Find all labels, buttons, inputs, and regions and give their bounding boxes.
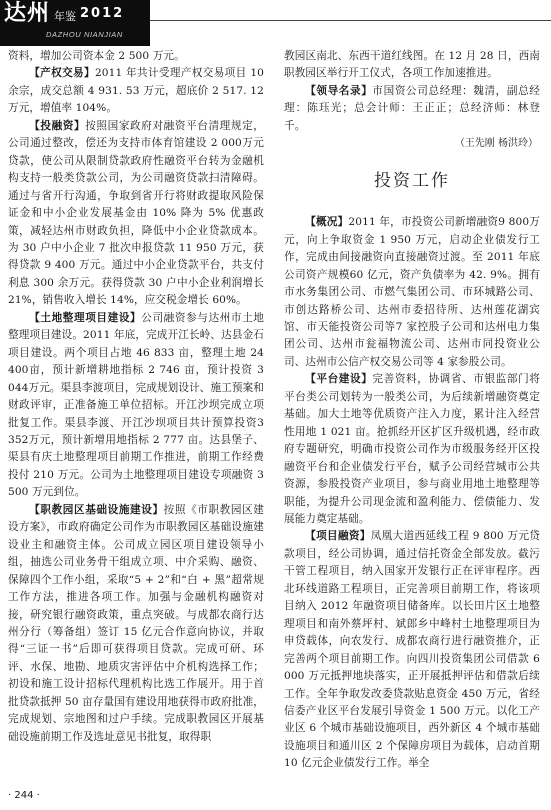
- paragraph-text: 教园区南北、东西干道红线图。在 12 月 28 日，西南职教园区举行开工仪式，各项工作加速推进。: [284, 50, 540, 80]
- yearbook-label: 年鉴: [54, 10, 76, 23]
- paragraph-text: 按照《市职教园区建设方案》，市政府确定公司作为市职教园区基础设施建设业主和融资主体。公司成立园区项目建设领导小组，抽选公司业务骨干组成立项、中介采购、融资、保障四个工作小组，采取“5 + 2”和“白 + 黑”超常规工作方法，推进各项工作。加强与金融机构融资对接，研究银行融资政策，重点突破。与成都农商行达州分行（筹备组）签订 15 亿元合作意向协议，并取得“三证一书”后即可获得项目贷款。完成可研、环评、水保、地勘、地质灾害评估中介机构选择工作；初设和施工设计招标代理机构比选工作展开。用于首批贷款抵押 50 亩存量国有建设用地获得市政府批准，完成规划、宗地图和过户手续。完成职教园区开展基础设施前期工作及选址意见书批复，取得职: [8, 503, 264, 743]
- paragraph: [8, 310, 264, 502]
- paragraph-keyword: 【项目融资】: [305, 530, 371, 543]
- paragraph-text: 2011 年共计受理产权交易项目 10 余宗，成交总额 4 931. 53 万元，超底价 2 517. 12 万元，增值率 104%。: [8, 67, 265, 115]
- paragraph-text: 资料，增加公司资本金 2 500 万元。: [8, 50, 185, 62]
- paragraph: [284, 48, 540, 83]
- left-column: [8, 48, 264, 746]
- paragraph-keyword: 【概况】: [305, 216, 349, 229]
- yearbook-year: 2012: [80, 6, 125, 21]
- paragraph: [8, 118, 264, 310]
- paragraph-text: 2011 年，市投资公司新增融资9 800万元，向上争取资金 1 950 万元，启动企业债发行工作，完成由间接融资向直接融资过渡。至 2011 年底公司资产规模60 亿元，资产负债率为 42. 9%。拥有市水务集团公司、市燃气集团公司、市环城路公司、市创达路桥公司、达州市委招待所、达州莲花湖宾馆、市天能投资公司等7 家控股子公司和达州电力集团公司、达州市瓮福物流公司、达州市同投资业公司、达州市公信产权交易公司等 4 家参股公司。: [284, 216, 540, 368]
- paragraph-keyword: 【土地整理项目建设】: [29, 311, 142, 324]
- paragraph-keyword: 【产权交易】: [29, 67, 95, 80]
- paragraph: [8, 65, 264, 117]
- paragraph: [8, 502, 264, 746]
- paragraph-keyword: 【平台建设】: [305, 373, 373, 386]
- section-title: 投资工作: [374, 171, 450, 192]
- paragraph: [8, 48, 264, 65]
- yearbook-title: 达州: [4, 1, 51, 26]
- paragraph-keyword: 【职教园区基础设施建设】: [29, 503, 164, 516]
- paragraph-text: 市国资公司总经理：魏清，副总经理：陈珏光；总会计师：王正正；总经济师：林登千。: [284, 84, 540, 132]
- paragraph-keyword: 【领导名录】: [305, 84, 373, 97]
- author-signature: （王先刚 杨洪玲）: [454, 138, 538, 150]
- paragraph: [284, 528, 540, 772]
- page-header: [0, 0, 551, 46]
- paragraph: [284, 83, 540, 135]
- paragraph-text: 按照国家政府对融资平台清理规定，公司通过整改，偿还为支持市体育馆建设 2 000万元贷款，使公司从限制贷款政府性融资平台转为金融机构支持一般类贷款公司，为公司融资贷款扫清障碍。通过与省开行沟通，争取到省开行将财政提取风险保证金和中小企业发展基金由 10% 降为 5% 优惠政策，减轻达州市财政负担，降低中小企业贷款成本。为 30 户中小企业 7 批次申报贷款 11 950 万元，获得贷款 9 400 万元。通过中小企业贷款平台，共支付利息 300 余万元。获得贷款 30 户中小企业利润增长 21%，销售收入增长 14%，应交税金增长 60%。: [8, 119, 264, 307]
- header-divider: [150, 20, 551, 21]
- paragraph-text: 公司融资参与达州市土地整理项目建设。2011 年底，完成开江长岭、达县金石项目建设。两个项目占地 46 833 亩，整理土地 24 400亩，预计新增耕地指标 2 746 亩，预计投资 3 044万元。渠县李渡项目，完成规划设计、施工预案和财政评审，正准备施工单位招标。开江沙坝完成立项批复工作。渠县李渡、开江沙坝项目共计预算投资3 352万元，预计新增用地指标 2 777 亩。达县堡子、渠县有庆土地整理项目前期工作推进，前期工作经费投付 210 万元。公司为土地整理项目建设专项融资 3 500 万元到位。: [8, 311, 264, 499]
- right-column: [284, 48, 540, 773]
- page-number: · 244 ·: [8, 790, 40, 801]
- paragraph: [284, 371, 540, 528]
- paragraph-text: 凤凰大道西延线工程 9 800 万元贷款项目，经公司协调，通过信托资金全部发放。截污干管工程项目，纳入国家开发银行正在评审程序。西北环线道路工程项目，正完善项目前期工作，将该项目纳入 2012 年融资项目储备库。以长田片区土地整理项目和南外蔡坪村、斌郎乡中峰村土地整理项目为申贷载体，向农发行、成都农商行进行融资推介，正完善两个项目前期工作。向四川投资集团公司借款 6 000 万元抵押地块落实，正开展抵押评估和借款后续工作。全年争取发改委贷款贴息资金 450 万元，省经信委产业区平台发展引导资金 1 500 万元。以化工产业区 6 个城市基础设施项目，西外新区 4 个城市基础设施项目和通川区 2 个保障房项目为载体，启动首期 10 亿元企业债发行工作。举全: [284, 530, 540, 770]
- yearbook-subtitle: DAZHOU NIANJIAN: [46, 30, 123, 39]
- paragraph-text: 完善资料，协调省、市银监部门将平台类公司划转为一般类公司，为后续新增融资奠定基础。加大土地等优质资产注入力度，累计注入经营性用地 1 021 亩。抢抓经开区扩区升级机遇，经市政府专题研究，明确市投资公司作为市级服务经开区投融资平台和企业债发行平台，赋予公司经营城市公共资源，参股投资产业项目，参与商业用地土地整理等职能，为提升公司现金流和盈利能力、偿债能力、发展能力奠定基础。: [284, 373, 540, 525]
- paragraph-keyword: 【投融资】: [29, 119, 86, 132]
- paragraph: [284, 214, 540, 371]
